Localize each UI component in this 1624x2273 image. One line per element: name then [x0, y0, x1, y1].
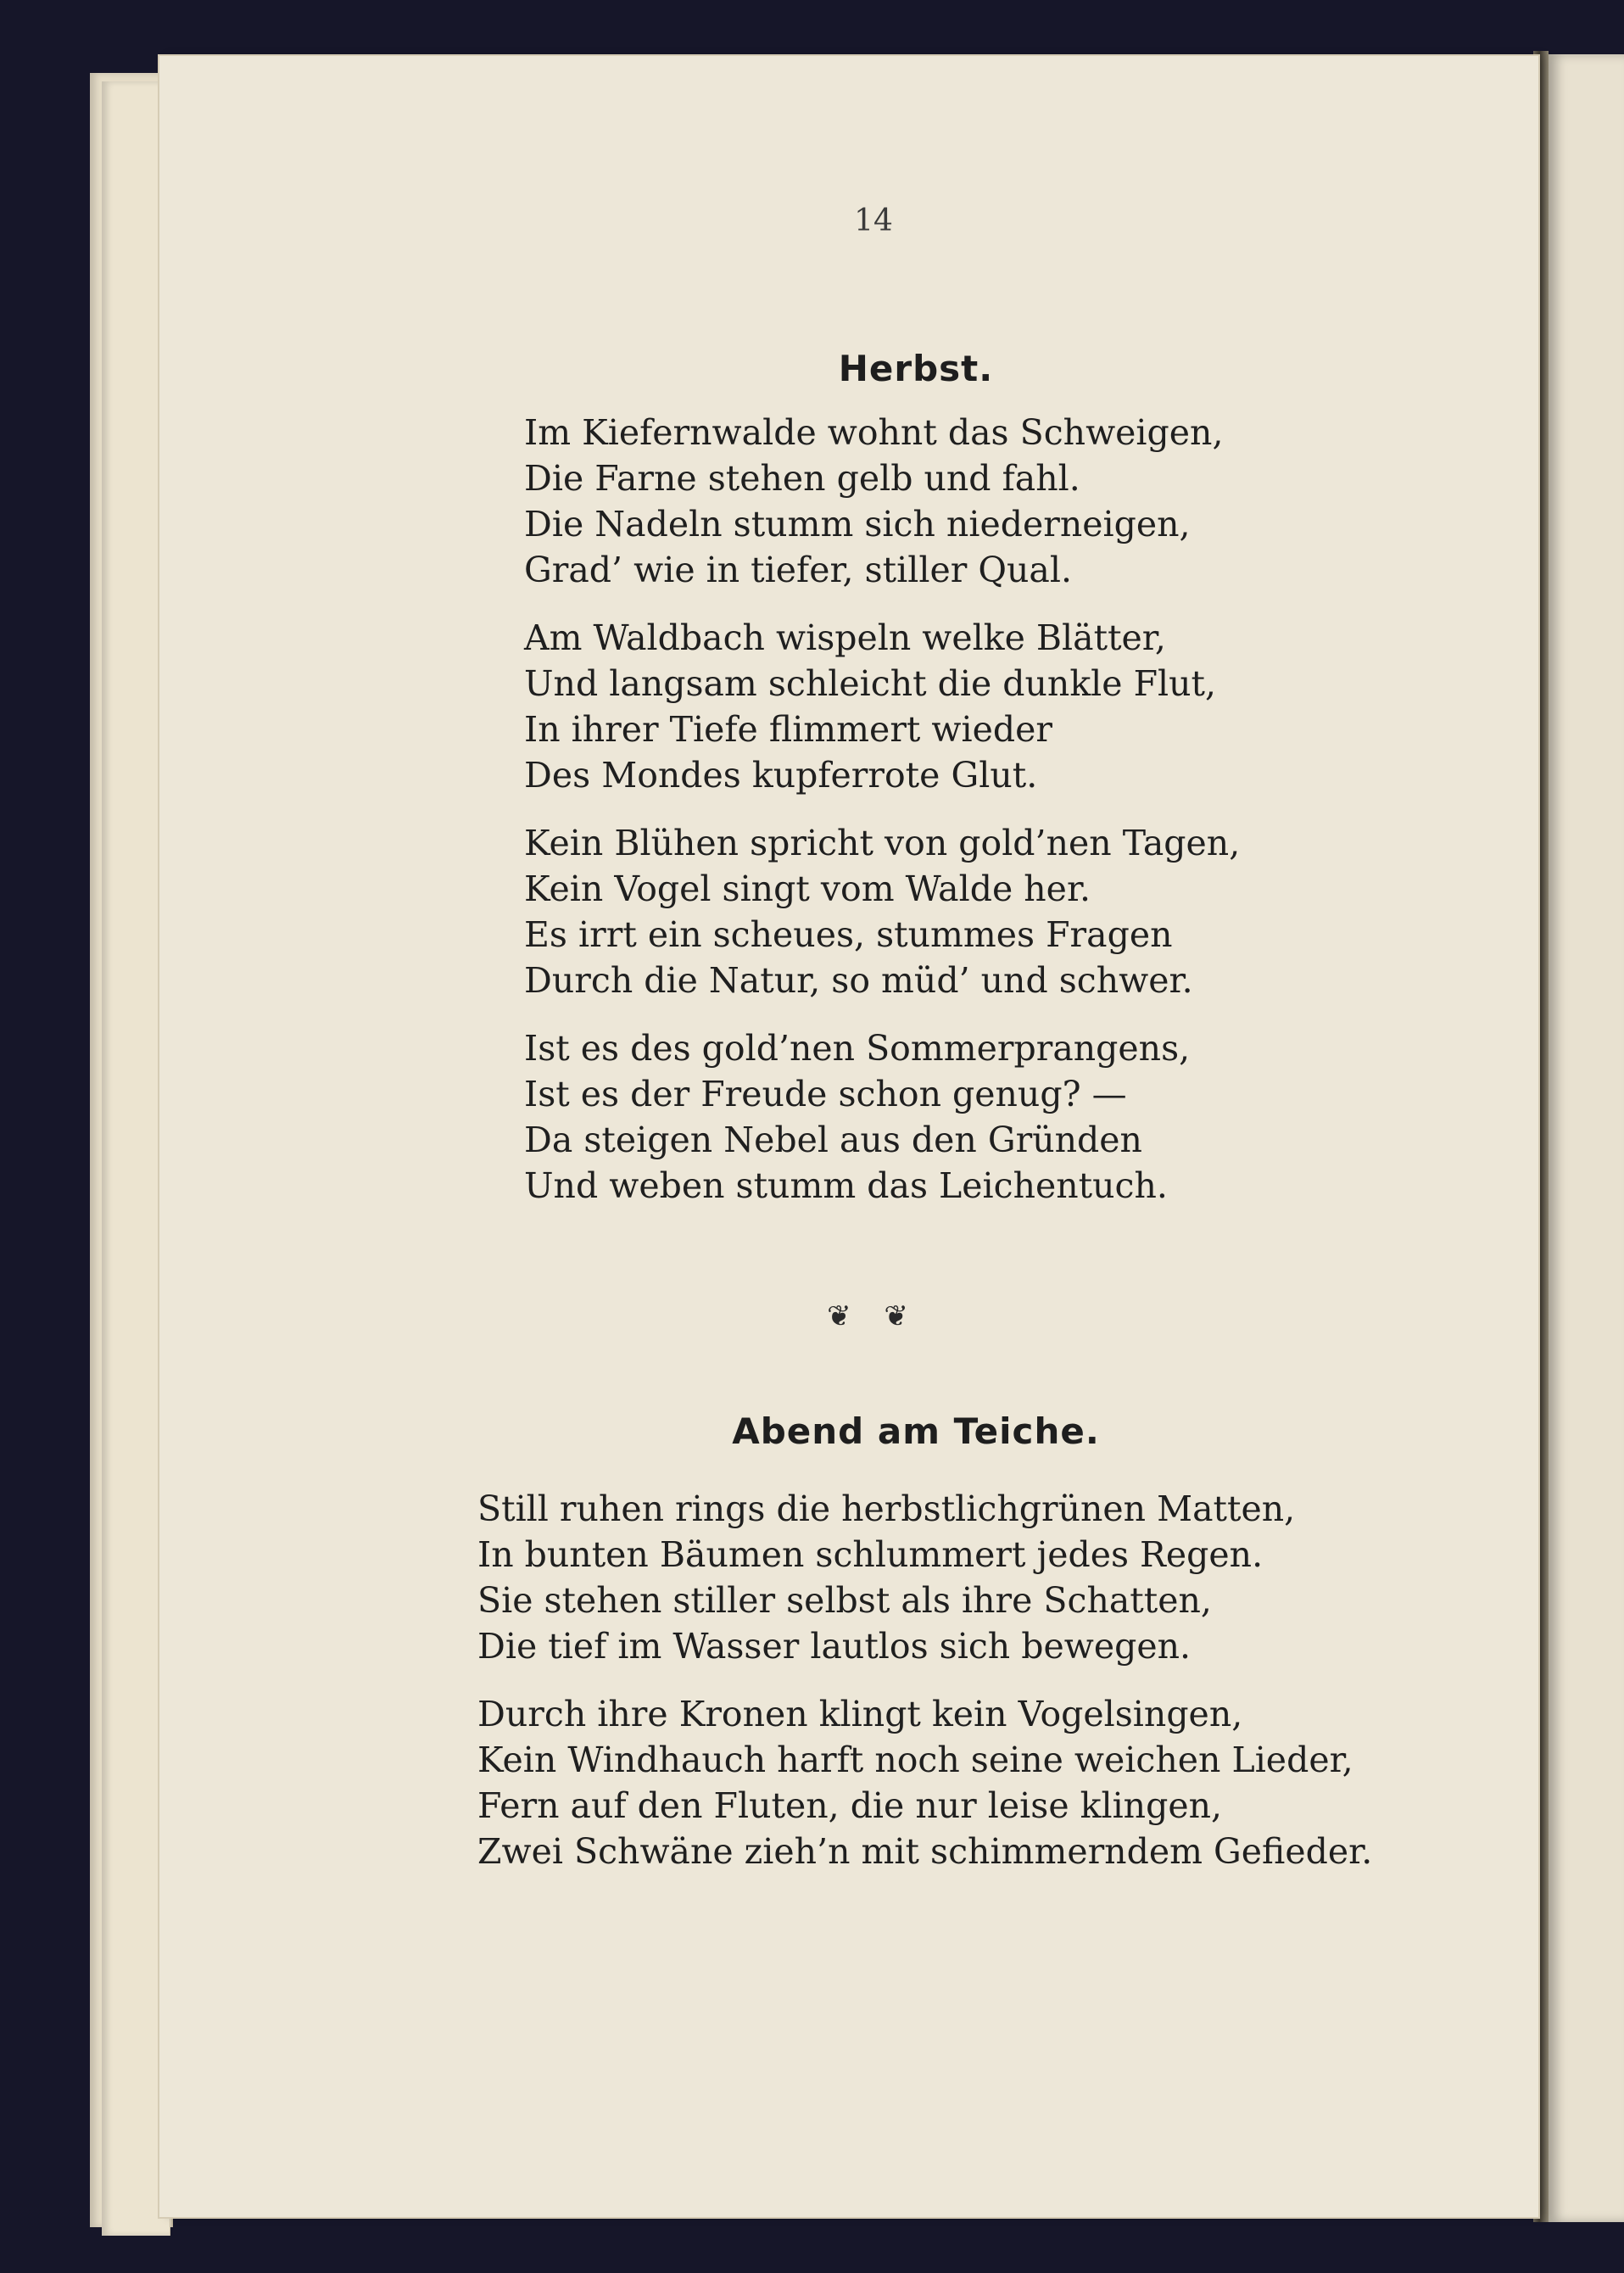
- poem-line: Kein Blühen spricht von gold’nen Tagen,: [524, 823, 1241, 863]
- section-ornament: ❦ ❦: [827, 1299, 920, 1333]
- poem-line: Kein Windhauch harft noch seine weichen Lieder,: [477, 1740, 1353, 1780]
- poem-herbst: [524, 410, 1240, 1231]
- poem-line: In ihrer Tiefe flimmert wieder: [524, 709, 1053, 750]
- poem-line: In bunten Bäumen schlummert jedes Regen.: [477, 1534, 1264, 1575]
- poem-line: Fern auf den Fluten, die nur leise klingen,: [477, 1785, 1223, 1826]
- poem-line: Durch die Natur, so müd’ und schwer.: [524, 960, 1193, 1001]
- poem-title-herbst: Herbst.: [838, 348, 994, 389]
- poem-line: Ist es der Freude schon genug? —: [524, 1074, 1127, 1114]
- poem-line: Im Kiefernwalde wohnt das Schweigen,: [524, 412, 1224, 453]
- stanza: [524, 820, 1240, 1003]
- stanza: [477, 1691, 1372, 1874]
- stanza: [524, 410, 1240, 593]
- poem-line: Grad’ wie in tiefer, stiller Qual.: [524, 550, 1072, 590]
- poem-line: Am Waldbach wispeln welke Blätter,: [524, 617, 1166, 658]
- poem-abend-am-teiche: [477, 1486, 1372, 1896]
- stanza: [524, 615, 1240, 798]
- poem-line: Durch ihre Kronen klingt kein Vogelsingen,: [477, 1694, 1243, 1734]
- stanza: [477, 1486, 1372, 1669]
- stanza: [524, 1025, 1240, 1209]
- poem-line: Da steigen Nebel aus den Gründen: [524, 1120, 1142, 1160]
- poem-line: Des Mondes kupferrote Glut.: [524, 755, 1038, 796]
- poem-line: Es irrt ein scheues, stummes Fragen: [524, 914, 1173, 955]
- poem-line: Kein Vogel singt vom Walde her.: [524, 868, 1091, 909]
- poem-line: Die Nadeln stumm sich niederneigen,: [524, 504, 1191, 545]
- poem-line: Sie stehen stiller selbst als ihre Schatten,: [477, 1580, 1212, 1621]
- poem-line: Die tief im Wasser lautlos sich bewegen.: [477, 1626, 1191, 1667]
- page-number: 14: [854, 204, 893, 238]
- poem-line: Und weben stumm das Leichentuch.: [524, 1165, 1168, 1206]
- poem-title-abend-am-teiche: Abend am Teiche.: [732, 1410, 1100, 1452]
- poem-line: Die Farne stehen gelb und fahl.: [524, 458, 1080, 499]
- poem-line: Und langsam schleicht die dunkle Flut,: [524, 663, 1217, 704]
- poem-line: Ist es des gold’nen Sommerprangens,: [524, 1028, 1191, 1069]
- poem-line: Still ruhen rings die herbstlichgrünen Matten,: [477, 1488, 1296, 1529]
- poem-line: Zwei Schwäne zieh’n mit schimmerndem Gefieder.: [477, 1831, 1373, 1872]
